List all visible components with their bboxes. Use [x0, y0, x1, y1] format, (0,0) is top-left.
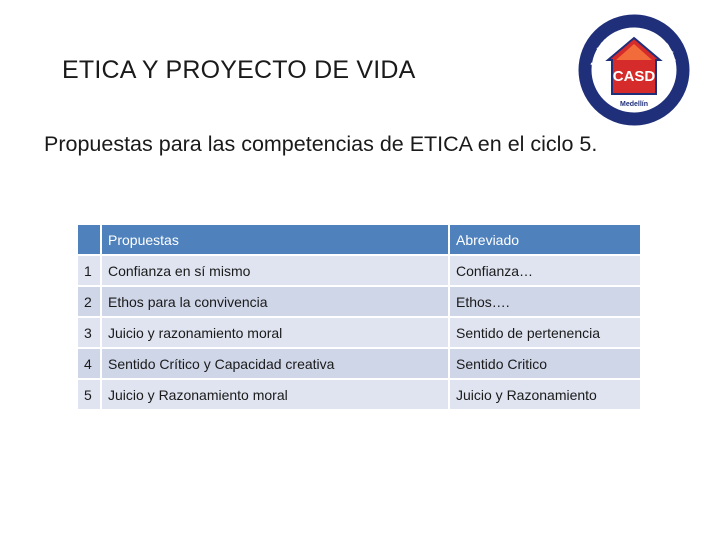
logo-ring-text: José María Espinosa Prieto — [588, 25, 680, 69]
row-abbreviated: Juicio y Razonamiento — [450, 380, 642, 411]
header-number — [78, 225, 102, 256]
table-row — [78, 287, 642, 318]
table-row — [78, 318, 642, 349]
row-number: 3 — [78, 318, 102, 349]
logo-center-text: CASD — [612, 68, 656, 85]
competencies-table — [78, 225, 642, 411]
table-row — [78, 380, 642, 411]
school-logo — [578, 14, 690, 126]
header-abbreviated: Abreviado — [450, 225, 642, 256]
row-abbreviated: Sentido Critico — [450, 349, 642, 380]
row-abbreviated: Ethos…. — [450, 287, 642, 318]
logo-city-text: Medellín — [619, 101, 649, 108]
row-number: 5 — [78, 380, 102, 411]
row-proposal: Ethos para la convivencia — [102, 287, 450, 318]
row-proposal: Juicio y Razonamiento moral — [102, 380, 450, 411]
row-number: 2 — [78, 287, 102, 318]
row-proposal: Juicio y razonamiento moral — [102, 318, 450, 349]
school-logo-graphic — [578, 14, 690, 126]
slide-title: ETICA Y PROYECTO DE VIDA — [62, 56, 416, 84]
row-number: 1 — [78, 256, 102, 287]
slide-subtitle: Propuestas para las competencias de ETICA en el ciclo 5. — [44, 132, 598, 156]
table-header-row — [78, 225, 642, 256]
table-row — [78, 349, 642, 380]
row-proposal: Sentido Crítico y Capacidad creativa — [102, 349, 450, 380]
table-row — [78, 256, 642, 287]
row-abbreviated: Sentido de pertenencia — [450, 318, 642, 349]
row-proposal: Confianza en sí mismo — [102, 256, 450, 287]
header-proposals: Propuestas — [102, 225, 450, 256]
row-number: 4 — [78, 349, 102, 380]
row-abbreviated: Confianza… — [450, 256, 642, 287]
